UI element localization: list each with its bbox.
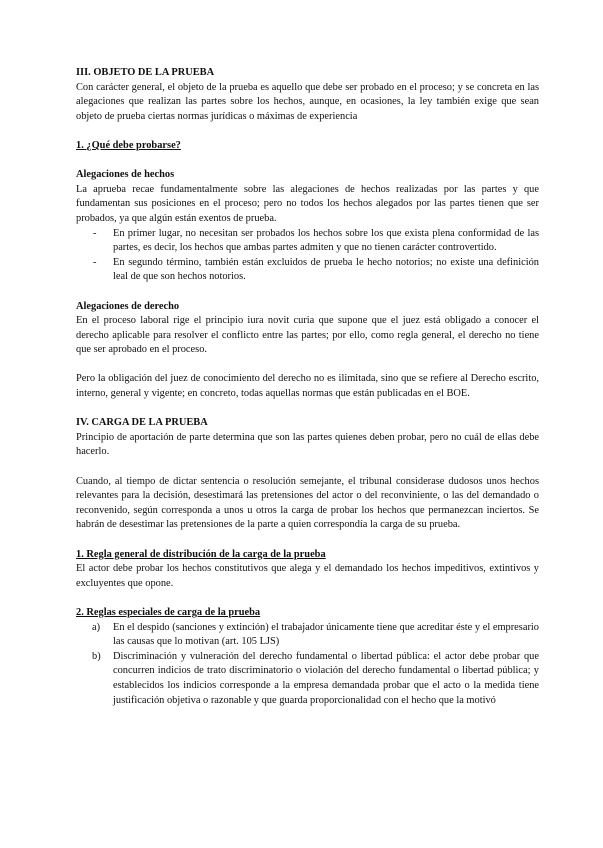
list-item: - En segundo término, también están excluidos de prueba le hecho notorios; no existe una definición leal de que son hechos notorios. [93,256,539,283]
paragraph-hechos: La aprueba recae fundamentalmente sobre las alegaciones de hechos realizadas por las partes y que fundamentan sus posiciones en el proceso; pero no todos los hechos alegados por las partes tienen que ser probados, ya que algún están exentos de prueba. [76,183,539,224]
list-hechos-exentos [76,227,539,285]
heading-reglas-especiales: 2. Reglas especiales de carga de la prueba [76,606,261,618]
subheading-alegaciones-hechos: Alegaciones de hechos [76,169,175,181]
list-marker: a) [92,621,101,633]
heading-que-debe-probarse: 1. ¿Qué debe probarse? [76,139,181,151]
list-item: b) Discriminación y vulneración del derecho fundamental o libertad pública: el actor debe probar que concurren indicios de trato discriminatorio o violación del derecho fundamental o libertad pública; y establecidos los indicios corresponde a la empresa demandada probar que el acto o la medida tiene justificación objetiva o razonable y que guarda proporcionalidad con el hecho que la motivó [92,650,539,706]
paragraph-carga-1: Principio de aportación de parte determina que son las partes quienes deben probar, pero no cuál de ellas debe hacerlo. [76,431,539,458]
bullet-marker: - [93,256,97,268]
paragraph-derecho-2: Pero la obligación del juez de conocimiento del derecho no es ilimitada, sino que se refiere al Derecho escrito, interno, general y vigente; en concreto, todas aquellas normas que están publicadas en el BOE. [76,373,539,400]
list-reglas-especiales [76,621,539,709]
list-item: - En primer lugar, no necesitan ser probados los hechos sobre los que exista plena conformidad de las partes, es decir, los hechos que ambas partes admiten y que no tienen carácter controvertido. [93,227,539,254]
paragraph-regla-general: El actor debe probar los hechos constitutivos que alega y el demandado los hechos impeditivos, extintivos y excluyentes que opone. [76,563,539,589]
heading-regla-general: 1. Regla general de distribución de la carga de la prueba [76,548,326,560]
paragraph-objeto-intro: Con carácter general, el objeto de la prueba es aquello que debe ser probado en el proceso; y se concreta en las alegaciones que realizan las partes sobre los hechos, aunque, en ocasiones, la ley también exige que sean objeto de prueba ciertas normas jurídicas o máximas de experiencia [76,81,539,122]
section-title-carga: IV. CARGA DE LA PRUEBA [76,417,208,429]
paragraph-derecho: En el proceso laboral rige el principio iura novit curia que supone que el juez está obligado a conocer el derecho aplicable para resolver el conflicto entre las partes; por ello, como regla general, el derecho no tiene que ser aprobado en el proceso. [76,315,539,356]
paragraph-carga-2: Cuando, al tiempo de dictar sentencia o resolución semejante, el tribunal considerase dudosos unos hechos relevantes para la decisión, desestimará las pretensiones del actor o del reconviniente, o las del demandado o reconvenido, según corresponda a unos u otros la carga de probar los hechos que permanezcan inciertos. Se habrán de desestimar las pretensiones de la parte a quien correspondía la carga de su prueba. [76,475,539,531]
section-title-objeto: III. OBJETO DE LA PRUEBA [76,67,215,78]
list-item: a) En el despido (sanciones y extinción) el trabajador únicamente tiene que acreditar éste y el empresario las causas que lo motivan (art. 105 LJS) [92,621,539,648]
subheading-alegaciones-derecho: Alegaciones de derecho [76,300,180,312]
list-marker: b) [92,650,101,662]
bullet-marker: - [93,227,97,239]
